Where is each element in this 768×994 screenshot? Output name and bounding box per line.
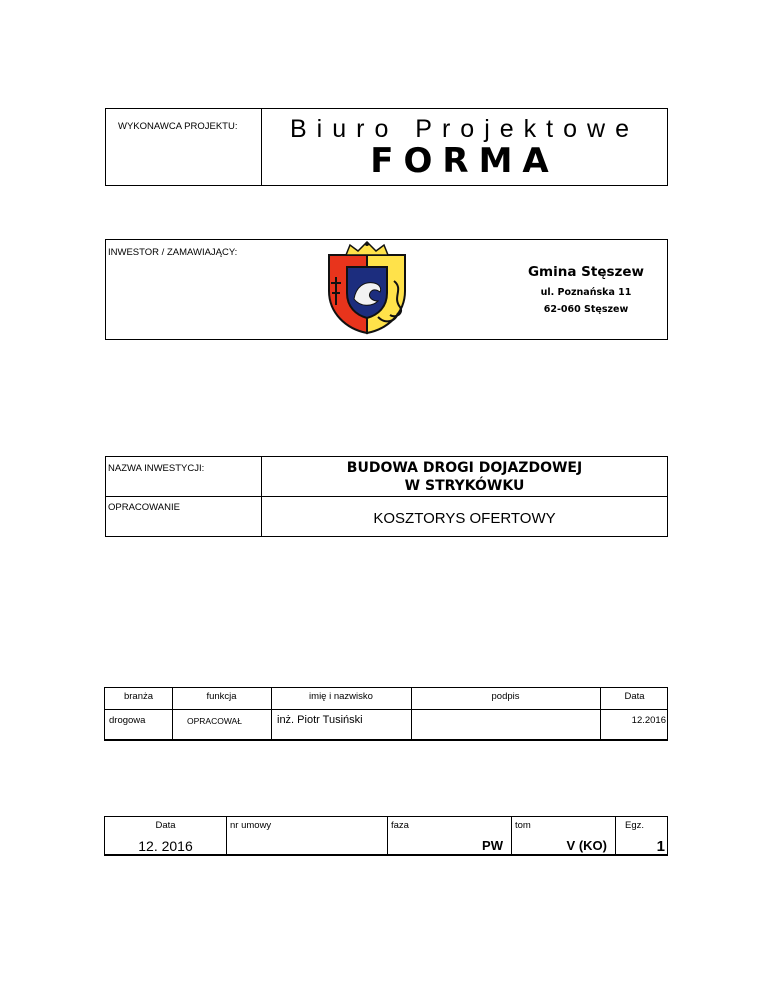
signature-table-row-divider xyxy=(105,709,667,710)
header-funkcja: funkcja xyxy=(206,691,237,702)
meta-header-volume: tom xyxy=(515,820,531,831)
investment-name-line2: W STRYKÓWKU xyxy=(404,478,525,494)
signature-table xyxy=(104,687,668,741)
investment-name-label: NAZWA INWESTYCJI: xyxy=(108,463,205,474)
investor-address-street: ul. Poznańska 11 xyxy=(540,287,632,298)
cell-branza: drogowa xyxy=(109,715,146,726)
meta-header-copy: Egz. xyxy=(625,820,645,831)
contractor-box xyxy=(105,108,668,186)
header-name: imię i nazwisko xyxy=(309,691,373,702)
contractor-label: WYKONAWCA PROJEKTU: xyxy=(118,121,238,132)
investor-box xyxy=(105,239,668,340)
study-value: KOSZTORYS OFERTOWY xyxy=(373,510,556,527)
meta-phase-value: PW xyxy=(482,838,503,853)
meta-header-phase: faza xyxy=(391,820,409,831)
investor-name: Gmina Stęszew xyxy=(527,264,645,280)
investment-row-divider xyxy=(106,496,667,497)
cell-data: 12.2016 xyxy=(631,715,666,726)
investment-name-line1: BUDOWA DROGI DOJAZDOWEJ xyxy=(346,460,583,476)
cell-name: inż. Piotr Tusiński xyxy=(277,714,363,726)
meta-copy-value: 1 xyxy=(656,838,665,855)
firm-name-line1: Biuro Projektowe xyxy=(290,115,639,143)
meta-header-data: Data xyxy=(155,820,176,831)
meta-volume-value: V (KO) xyxy=(566,838,607,853)
investment-box xyxy=(105,456,668,537)
header-podpis: podpis xyxy=(491,691,520,702)
investor-address-city: 62-060 Stęszew xyxy=(543,304,629,315)
meta-header-contract: nr umowy xyxy=(230,820,272,831)
coat-of-arms-icon xyxy=(316,241,418,339)
meta-col-divider xyxy=(226,817,227,854)
firm-name-line2: FORMA xyxy=(370,141,559,181)
document-meta-table xyxy=(104,816,668,856)
header-data: Data xyxy=(624,691,645,702)
cell-funkcja: OPRACOWAŁ xyxy=(187,716,242,726)
meta-date-value: 12. 2016 xyxy=(138,838,193,854)
contractor-divider xyxy=(261,109,262,185)
study-label: OPRACOWANIE xyxy=(108,502,180,513)
investor-label: INWESTOR / ZAMAWIAJĄCY: xyxy=(108,247,238,258)
header-branza: branża xyxy=(123,691,154,702)
